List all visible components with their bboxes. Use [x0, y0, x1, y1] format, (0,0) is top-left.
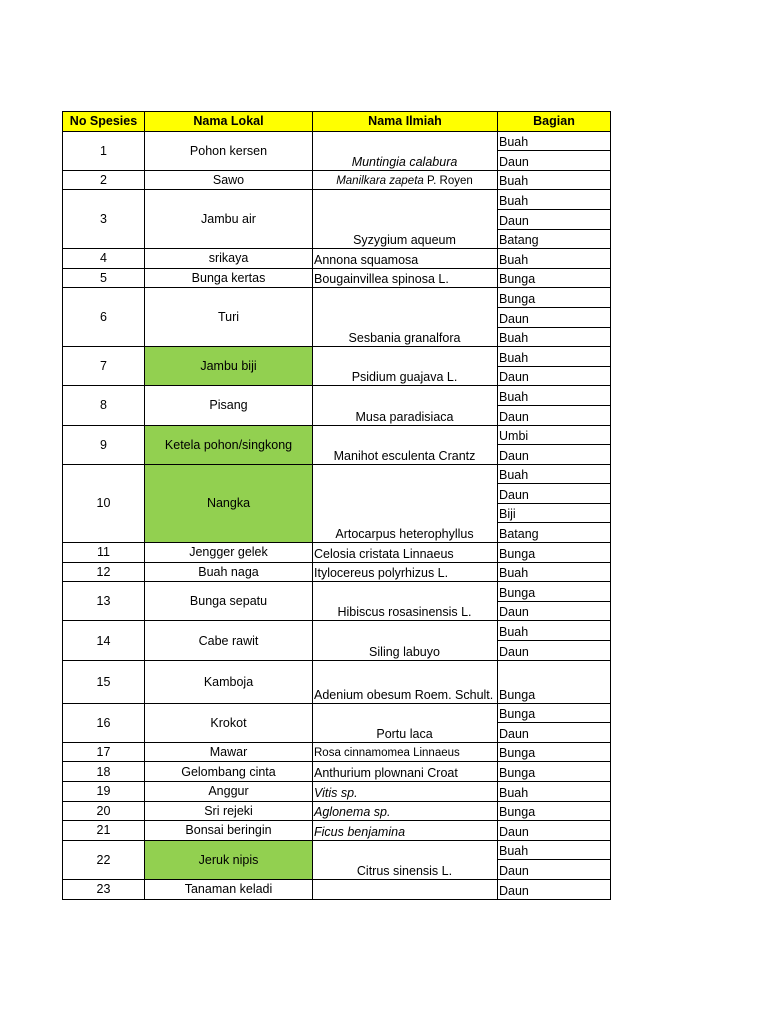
- nama-ilmiah-text: Vitis sp.: [314, 785, 358, 800]
- nama-ilmiah-text: Manilkara zapeta: [336, 175, 424, 188]
- cell-bagian: Bunga: [498, 742, 611, 762]
- cell-no-spesies: 16: [63, 703, 145, 742]
- cell-no-spesies: 21: [63, 821, 145, 841]
- cell-bagian: Bunga: [498, 762, 611, 782]
- cell-no-spesies: 2: [63, 170, 145, 190]
- cell-nama-ilmiah: [313, 621, 498, 660]
- cell-bagian: Buah: [498, 249, 611, 269]
- cell-bagian: Batang: [498, 523, 611, 543]
- cell-bagian: Umbi: [498, 425, 611, 445]
- cell-nama-ilmiah: [313, 801, 498, 821]
- nama-ilmiah-text: Musa paradisiaca: [355, 409, 454, 424]
- cell-nama-lokal: Jambu air: [145, 190, 313, 249]
- cell-bagian: Buah: [498, 464, 611, 484]
- cell-no-spesies: 19: [63, 782, 145, 802]
- table-row: [63, 464, 611, 484]
- cell-bagian: Bunga: [498, 543, 611, 563]
- cell-nama-ilmiah: [313, 131, 498, 170]
- cell-bagian: Buah: [498, 170, 611, 190]
- cell-nama-ilmiah: [313, 543, 498, 563]
- nama-ilmiah-text: Hibiscus rosasinensis L.: [337, 605, 472, 620]
- cell-nama-lokal: Pohon kersen: [145, 131, 313, 170]
- cell-bagian: Buah: [498, 621, 611, 641]
- cell-nama-lokal: Sri rejeki: [145, 801, 313, 821]
- cell-bagian: Daun: [498, 723, 611, 743]
- cell-nama-lokal: Bunga kertas: [145, 268, 313, 288]
- cell-bagian: Bunga: [498, 703, 611, 723]
- cell-bagian: Buah: [498, 190, 611, 210]
- cell-bagian: Daun: [498, 641, 611, 661]
- cell-nama-ilmiah: [313, 347, 498, 386]
- table-row: [63, 190, 611, 210]
- nama-ilmiah-text: Psidium guajava L.: [351, 370, 458, 385]
- cell-bagian: Buah: [498, 782, 611, 802]
- nama-ilmiah-text: Muntingia calabura: [351, 154, 458, 169]
- cell-bagian: Batang: [498, 229, 611, 249]
- table-row: [63, 821, 611, 841]
- cell-nama-lokal: Ketela pohon/singkong: [145, 425, 313, 464]
- cell-nama-ilmiah: [313, 821, 498, 841]
- cell-no-spesies: 7: [63, 347, 145, 386]
- cell-bagian: Daun: [498, 601, 611, 621]
- cell-nama-lokal: Jeruk nipis: [145, 840, 313, 879]
- cell-bagian: Buah: [498, 347, 611, 367]
- cell-nama-ilmiah: [313, 562, 498, 582]
- cell-no-spesies: 23: [63, 879, 145, 899]
- nama-ilmiah-text: Artocarpus heterophyllus: [335, 527, 474, 542]
- table-row: [63, 801, 611, 821]
- cell-bagian: Buah: [498, 327, 611, 347]
- table-row: [63, 762, 611, 782]
- cell-nama-ilmiah: [313, 782, 498, 802]
- cell-no-spesies: 15: [63, 660, 145, 703]
- cell-bagian: Bunga: [498, 801, 611, 821]
- cell-no-spesies: 17: [63, 742, 145, 762]
- cell-nama-lokal: Sawo: [145, 170, 313, 190]
- cell-nama-lokal: Kamboja: [145, 660, 313, 703]
- cell-no-spesies: 18: [63, 762, 145, 782]
- nama-ilmiah-author: P. Royen: [423, 175, 473, 188]
- cell-nama-ilmiah: [313, 288, 498, 347]
- cell-no-spesies: 9: [63, 425, 145, 464]
- cell-nama-lokal: Mawar: [145, 742, 313, 762]
- cell-nama-ilmiah: [313, 879, 498, 899]
- cell-nama-ilmiah: [313, 840, 498, 879]
- cell-nama-ilmiah: [313, 464, 498, 542]
- cell-bagian: Bunga: [498, 288, 611, 308]
- cell-bagian: Daun: [498, 445, 611, 465]
- cell-nama-lokal: Jengger gelek: [145, 543, 313, 563]
- table-row: [63, 249, 611, 269]
- nama-ilmiah-text: Sesbania granalfora: [348, 331, 461, 346]
- nama-ilmiah-text: Siling labuyo: [369, 644, 440, 659]
- nama-ilmiah-text: Manihot esculenta Crantz: [333, 448, 476, 463]
- table-row: [63, 879, 611, 899]
- table-row: [63, 660, 611, 703]
- cell-bagian: Daun: [498, 405, 611, 425]
- nama-ilmiah-text: Portu laca: [376, 726, 433, 741]
- nama-ilmiah-text: Aglonema sp.: [314, 805, 391, 820]
- nama-ilmiah-text: Itylocereus polyrhizus L.: [314, 566, 449, 581]
- table-row: [63, 347, 611, 367]
- cell-nama-ilmiah: [313, 582, 498, 621]
- table-row: [63, 288, 611, 308]
- cell-bagian: Daun: [498, 151, 611, 171]
- table-row: [63, 782, 611, 802]
- cell-nama-ilmiah: [313, 762, 498, 782]
- cell-bagian: Daun: [498, 860, 611, 880]
- cell-no-spesies: 10: [63, 464, 145, 542]
- header-row: [63, 112, 611, 132]
- cell-bagian: Biji: [498, 503, 611, 523]
- cell-no-spesies: 3: [63, 190, 145, 249]
- cell-bagian: Bunga: [498, 268, 611, 288]
- cell-nama-ilmiah: [313, 190, 498, 249]
- cell-bagian: Bunga: [498, 582, 611, 602]
- cell-nama-ilmiah: [313, 170, 498, 190]
- cell-nama-lokal: Pisang: [145, 386, 313, 425]
- table-row: [63, 582, 611, 602]
- cell-no-spesies: 20: [63, 801, 145, 821]
- cell-nama-lokal: Nangka: [145, 464, 313, 542]
- header-bagian: Bagian: [498, 112, 611, 132]
- cell-nama-ilmiah: [313, 742, 498, 762]
- cell-bagian: Daun: [498, 209, 611, 229]
- cell-nama-lokal: Cabe rawit: [145, 621, 313, 660]
- header-no-spesies: No Spesies: [63, 112, 145, 132]
- nama-ilmiah-text: Syzygium aqueum: [353, 233, 456, 248]
- cell-no-spesies: 13: [63, 582, 145, 621]
- table-row: [63, 170, 611, 190]
- table-row: [63, 621, 611, 641]
- nama-ilmiah-text: Anthurium plownani Croat: [314, 766, 458, 780]
- cell-bagian: Daun: [498, 484, 611, 504]
- cell-nama-ilmiah: [313, 249, 498, 269]
- cell-no-spesies: 22: [63, 840, 145, 879]
- cell-nama-lokal: Gelombang cinta: [145, 762, 313, 782]
- cell-bagian: Bunga: [498, 660, 611, 703]
- nama-ilmiah-text: Rosa cinnamomea Linnaeus: [314, 747, 460, 760]
- nama-ilmiah-text: Bougainvillea spinosa L.: [314, 272, 449, 287]
- cell-nama-lokal: Anggur: [145, 782, 313, 802]
- nama-ilmiah-text: Celosia cristata Linnaeus: [314, 546, 454, 561]
- cell-nama-lokal: Tanaman keladi: [145, 879, 313, 899]
- table-row: [63, 742, 611, 762]
- nama-ilmiah-text: Ficus benjamina: [314, 824, 406, 839]
- cell-nama-ilmiah: [313, 268, 498, 288]
- cell-no-spesies: 5: [63, 268, 145, 288]
- header-nama-lokal: Nama Lokal: [145, 112, 313, 132]
- cell-bagian: Buah: [498, 840, 611, 860]
- cell-nama-lokal: Bonsai beringin: [145, 821, 313, 841]
- cell-nama-ilmiah: [313, 425, 498, 464]
- cell-bagian: Daun: [498, 307, 611, 327]
- header-nama-ilmiah: Nama Ilmiah: [313, 112, 498, 132]
- cell-bagian: Daun: [498, 879, 611, 899]
- table-row: [63, 386, 611, 406]
- table-row: [63, 268, 611, 288]
- cell-nama-lokal: Turi: [145, 288, 313, 347]
- cell-no-spesies: 1: [63, 131, 145, 170]
- cell-nama-lokal: Buah naga: [145, 562, 313, 582]
- cell-no-spesies: 8: [63, 386, 145, 425]
- cell-nama-lokal: Bunga sepatu: [145, 582, 313, 621]
- cell-bagian: Daun: [498, 366, 611, 386]
- table-row: [63, 840, 611, 860]
- cell-no-spesies: 14: [63, 621, 145, 660]
- table-row: [63, 562, 611, 582]
- cell-nama-ilmiah: [313, 703, 498, 742]
- cell-no-spesies: 12: [63, 562, 145, 582]
- cell-bagian: Buah: [498, 562, 611, 582]
- table-row: [63, 425, 611, 445]
- nama-ilmiah-text: Adenium obesum Roem. Schult.: [314, 687, 494, 702]
- cell-nama-ilmiah: [313, 660, 498, 703]
- cell-nama-ilmiah: [313, 386, 498, 425]
- table-row: [63, 703, 611, 723]
- table-row: [63, 131, 611, 151]
- cell-bagian: Buah: [498, 131, 611, 151]
- species-table: [62, 111, 611, 900]
- cell-bagian: Daun: [498, 821, 611, 841]
- cell-bagian: Buah: [498, 386, 611, 406]
- nama-ilmiah-text: Citrus sinensis L.: [356, 863, 453, 878]
- table-row: [63, 543, 611, 563]
- cell-no-spesies: 4: [63, 249, 145, 269]
- cell-no-spesies: 6: [63, 288, 145, 347]
- cell-nama-lokal: Jambu biji: [145, 347, 313, 386]
- cell-nama-lokal: Krokot: [145, 703, 313, 742]
- nama-ilmiah-text: Annona squamosa: [314, 252, 419, 267]
- cell-no-spesies: 11: [63, 543, 145, 563]
- cell-nama-lokal: srikaya: [145, 249, 313, 269]
